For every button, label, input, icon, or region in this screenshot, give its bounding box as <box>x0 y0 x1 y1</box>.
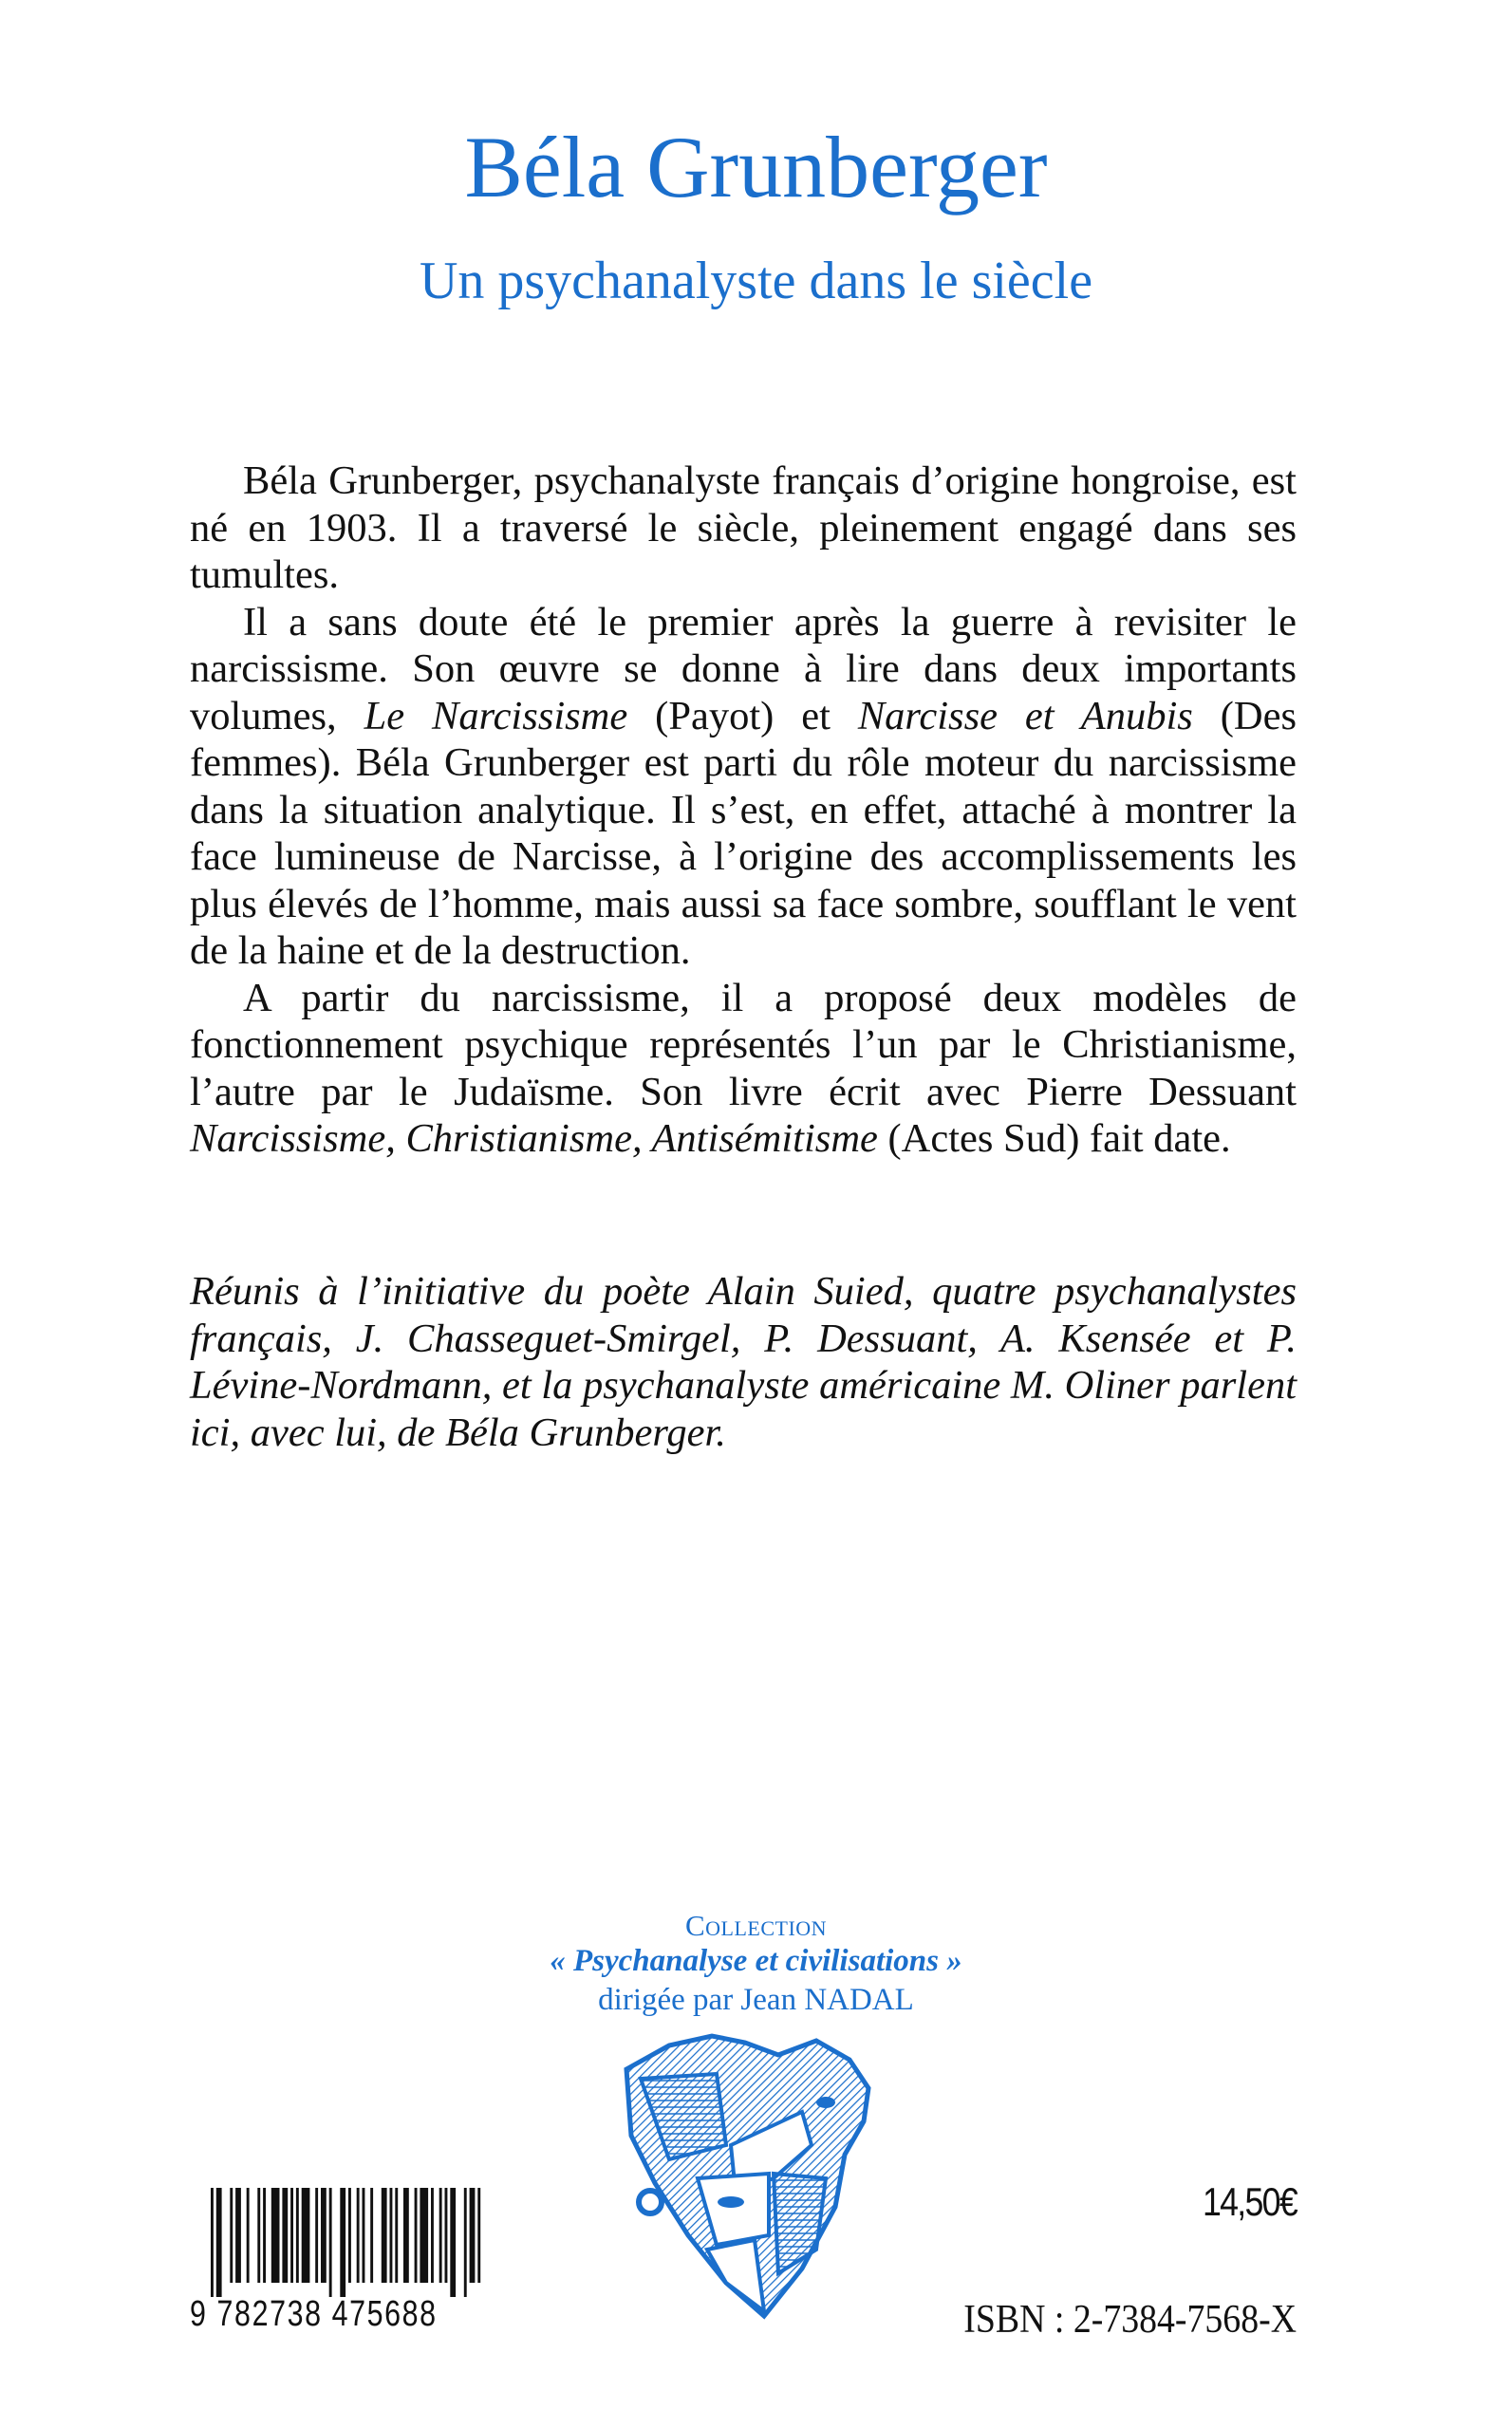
isbn: ISBN : 2-7384-7568-X <box>963 2298 1297 2342</box>
barcode-bar <box>329 2188 332 2297</box>
text: (Actes Sud) fait date. <box>877 1116 1231 1161</box>
barcode-bar <box>235 2188 241 2283</box>
text: (Payot) et <box>627 693 858 738</box>
barcode-bar <box>403 2188 409 2283</box>
book-reference: Le Narcissisme <box>364 693 628 738</box>
description <box>190 458 1297 1163</box>
barcode-bar <box>296 2188 299 2283</box>
barcode-bar <box>439 2188 442 2283</box>
paragraph-1: Béla Grunberger, psychanalyste français d’origine hongroise, est né en 1903. Il a traversé le siècle, pleinement engagé dans ses tumultes. <box>190 458 1297 597</box>
collection-info <box>0 1910 1512 2020</box>
barcode-bar <box>211 2188 214 2297</box>
barcode-bar <box>464 2188 467 2297</box>
barcode-bar <box>257 2188 260 2283</box>
barcode-bar <box>263 2188 266 2283</box>
barcode-bar <box>395 2188 398 2283</box>
price: 14,50€ <box>1203 2179 1297 2224</box>
barcode-digits: 9 782738 475688 <box>190 2294 438 2334</box>
barcode <box>190 2188 503 2334</box>
book-reference: Narcisse et Anubis <box>857 693 1193 738</box>
barcode-bar <box>321 2188 327 2283</box>
book-reference: Narcissisme, Christianisme, Antisémitisme <box>190 1116 878 1161</box>
barcode-bar <box>415 2188 418 2283</box>
blurb-text: Réunis à l’initiative du poète Alain Suied, quatre psychanalystes français, J. Chasseguet-Smirgel, P. Dessuant, A. Ksensée et P. Lévine-Nordmann, et la psychanalyste américaine M. Oliner parlent ici, avec lui, de Béla Grunberger. <box>190 1269 1297 1455</box>
barcode-bar <box>271 2188 280 2283</box>
barcode-bar <box>420 2188 428 2283</box>
barcode-bar <box>431 2188 434 2283</box>
barcode-bar <box>216 2188 222 2297</box>
collection-label: Collection <box>684 1909 828 1942</box>
barcode-bar <box>470 2188 476 2283</box>
barcode-bar <box>370 2188 373 2283</box>
publisher-logo-icon <box>612 2031 887 2325</box>
barcode-bar <box>477 2188 480 2283</box>
barcode-bars-icon <box>190 2188 503 2297</box>
barcode-bar <box>302 2188 310 2283</box>
text: A partir du narcissisme, il a proposé deux modèles de fonctionnement psychique représentés l’un par le Christianisme, l’autre par le Judaïsme. Son livre écrit avec Pierre Dessuant <box>190 975 1297 1114</box>
collection-director: dirigée par Jean NADAL <box>598 1983 914 2017</box>
book-subtitle: Un psychanalyste dans le siècle <box>419 252 1093 310</box>
barcode-bar <box>445 2188 448 2283</box>
book-title: Béla Grunberger <box>464 119 1048 215</box>
barcode-bar <box>340 2188 345 2297</box>
collection-name: « Psychanalyse et civilisations » <box>550 1944 962 1978</box>
barcode-bar <box>363 2188 365 2283</box>
barcode-bar <box>390 2188 393 2283</box>
paragraph-2 <box>190 599 1297 975</box>
barcode-bar <box>230 2188 233 2283</box>
barcode-bar <box>348 2188 351 2283</box>
paragraph-3 <box>190 975 1297 1163</box>
blurb <box>190 1268 1297 1456</box>
text: Il a sans doute été le premier après la guerre à revisiter le narcissisme. Son œuvre se donne à lire dans deux importants volumes, <box>190 599 1297 738</box>
barcode-bar <box>247 2188 250 2283</box>
barcode-bar <box>282 2188 288 2283</box>
barcode-bar <box>357 2188 360 2283</box>
barcode-bar <box>450 2188 456 2297</box>
barcode-bar <box>315 2188 318 2283</box>
barcode-bar <box>290 2188 293 2283</box>
text: (Des femmes). Béla Grunberger est parti du rôle moteur du narcissisme dans la situation analytique. Il s’est, en effet, attaché à montrer la face lumineuse de Narcisse, à l’origine des accomplissements les plus élevés de l’homme, mais aussi sa face sombre, soufflant le vent de la haine et de la destruction. <box>190 693 1297 973</box>
barcode-bar <box>382 2188 387 2283</box>
